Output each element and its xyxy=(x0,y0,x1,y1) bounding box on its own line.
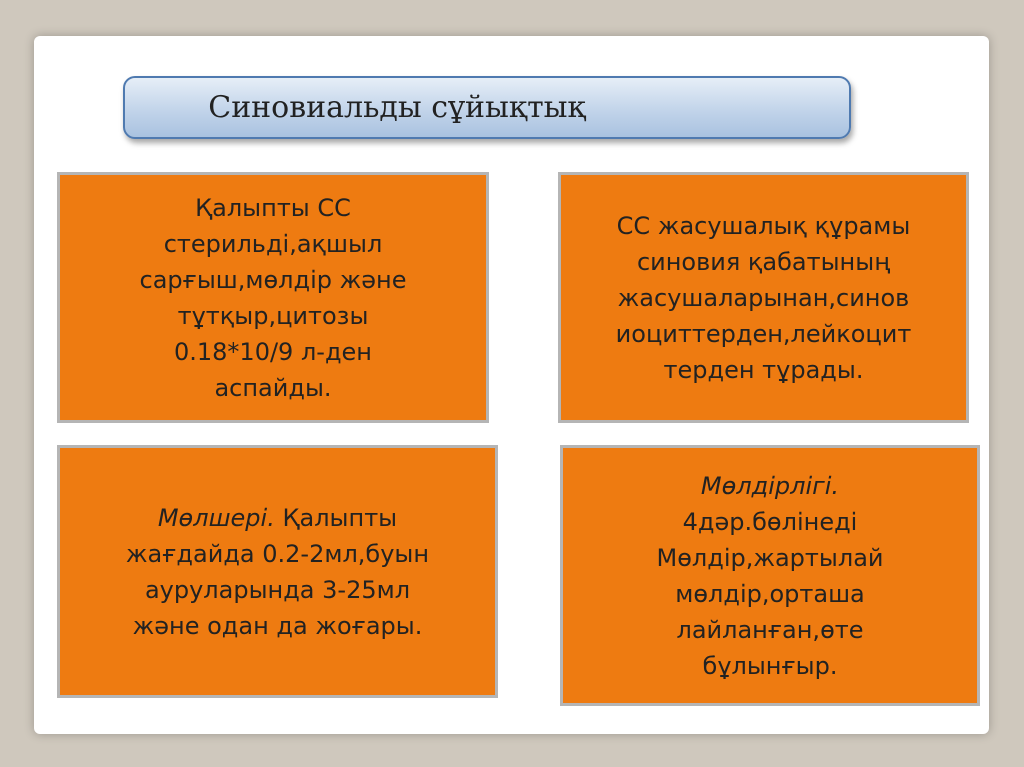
card-line: синовия қабатының xyxy=(636,247,891,276)
card-line: жасушаларынан,синов xyxy=(617,283,910,312)
card-lead-italic: Мөлшері. xyxy=(157,503,275,532)
card-normal-fluid xyxy=(57,172,489,423)
card-line: терден тұрады. xyxy=(663,355,864,384)
card-line: СС жасушалық құрамы xyxy=(616,211,911,240)
card-line: бұлынғыр. xyxy=(702,651,838,680)
card-line: 4дәр.бөлінеді xyxy=(682,507,858,536)
card-line: иоциттерден,лейкоцит xyxy=(615,319,912,348)
card-cell-composition xyxy=(558,172,969,423)
card-line: тұтқыр,цитозы xyxy=(177,301,369,330)
card-line: мөлдір,орташа xyxy=(675,579,865,608)
card-line: Қалыпты СС xyxy=(195,193,351,222)
slide-title: Синовиальды сұйықтық xyxy=(208,90,586,125)
card-line: 0.18*10/9 л-ден xyxy=(173,337,372,366)
card-line: аспайды. xyxy=(214,373,332,402)
card-line: жағдайда 0.2-2мл,буын xyxy=(125,539,430,568)
card-lead-rest: Қалыпты xyxy=(274,503,398,532)
card-line: лайланған,өте xyxy=(676,615,864,644)
card-line: Мөлдір,жартылай xyxy=(656,543,884,572)
card-lead-line xyxy=(158,500,397,536)
card-transparency xyxy=(560,445,980,706)
card-line: сарғыш,мөлдір және xyxy=(139,265,407,294)
card-line: және одан да жоғары. xyxy=(132,611,423,640)
card-volume xyxy=(57,445,498,698)
card-lead-italic: Мөлдірлігі. xyxy=(700,471,840,500)
card-line: ауруларында 3-25мл xyxy=(144,575,411,604)
card-line: стерильді,ақшыл xyxy=(163,229,383,258)
title-box xyxy=(123,76,851,139)
